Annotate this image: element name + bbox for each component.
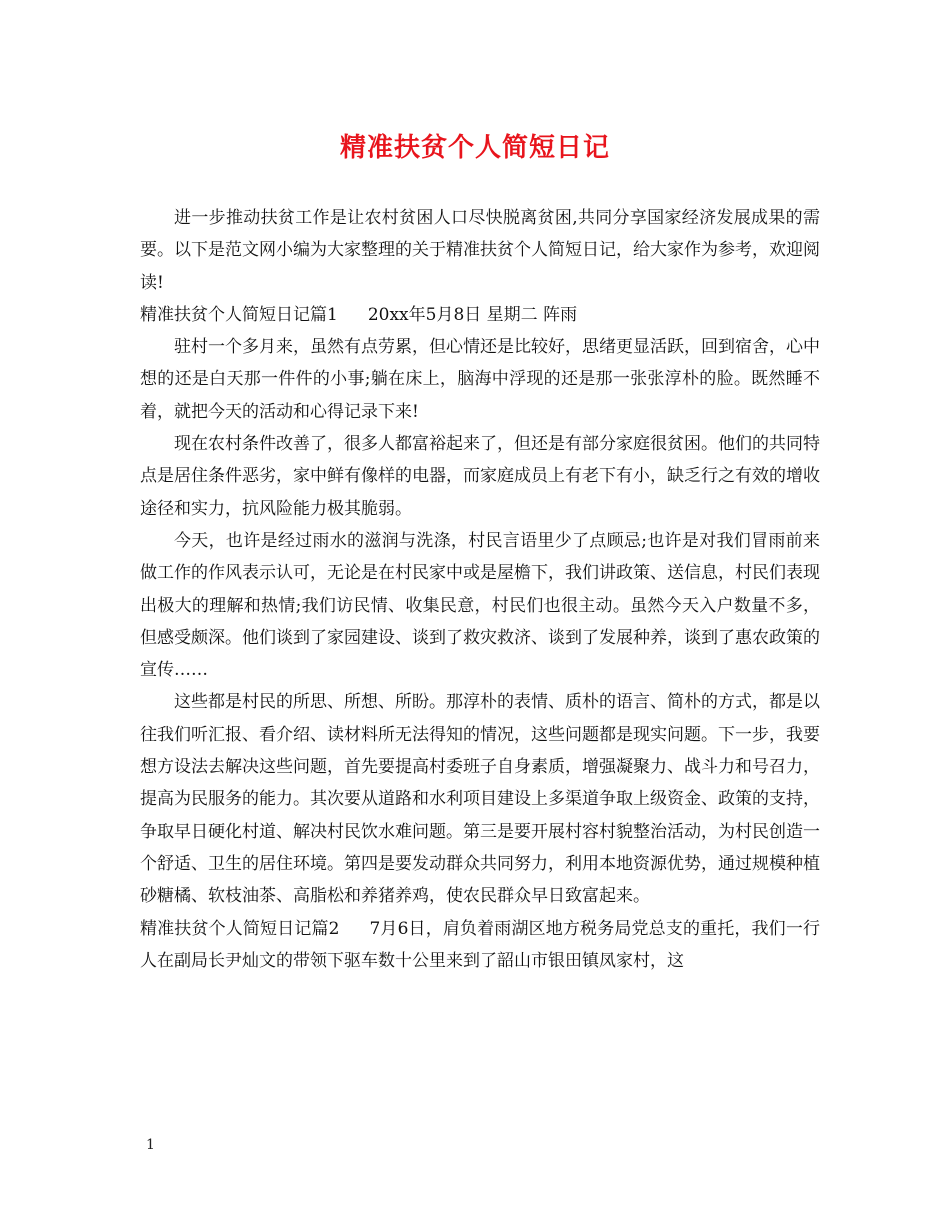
entry2-line <box>140 913 820 978</box>
entry2-text: 7月6日，肩负着雨湖区地方税务局党总支的重托，我们一行人在副局长尹灿文的带领下驱车数十公里来到了韶山市银田镇凤家村，这 <box>140 918 820 971</box>
entry1-paragraph: 现在农村条件改善了，很多人都富裕起来了，但还是有部分家庭很贫困。他们的共同特点是居住条件恶劣，家中鲜有像样的电器，而家庭成员上有老下有小，缺乏行之有效的增收途径和实力，抗风险能力极其脆弱。 <box>140 434 820 519</box>
entry1-heading-line <box>140 299 820 331</box>
document-body <box>140 202 820 977</box>
entry1-heading: 精准扶贫个人简短日记篇1 <box>140 304 338 325</box>
document-title: 精准扶贫个人简短日记 <box>339 133 610 163</box>
entry1-date: 20xx年5月8日 星期二 阵雨 <box>367 304 578 325</box>
entry1-paragraph: 这些都是村民的所思、所想、所盼。那淳朴的表情、质朴的语言、简朴的方式，都是以往我们听汇报、看介绍、读材料所无法得知的情况，这些问题都是现实问题。下一步，我要想方设法去解决这些问题，首先要提高村委班子自身素质，增强凝聚力、战斗力和号召力，提高为民服务的能力。其次要从道路和水利项目建设上多渠道争取上级资金、政策的支持，争取早日硬化村道、解决村民饮水难问题。第三是要开展村容村貌整治活动，为村民创造一个舒适、卫生的居住环境。第四是要发动群众共同努力，利用本地资源优势，通过规模种植砂糖橘、软枝油茶、高脂松和养猪养鸡，使农民群众早日致富起来。 <box>140 692 820 907</box>
entry1-paragraph: 驻村一个多月来，虽然有点劳累，但心情还是比较好，思绪更显活跃，回到宿舍，心中想的还是白天那一件件的小事;躺在床上，脑海中浮现的还是那一张张淳朴的脸。既然睡不着，就把今天的活动和心得记录下来! <box>140 337 820 422</box>
page-number: 1 <box>146 1137 155 1153</box>
entry1-paragraph: 今天，也许是经过雨水的滋润与洗涤，村民言语里少了点顾忌;也许是对我们冒雨前来做工作的作风表示认可，无论是在村民家中或是屋檐下，我们讲政策、送信息，村民们表现出极大的理解和热情;我们访民情、收集民意，村民们也很主动。虽然今天入户数量不多，但感受颇深。他们谈到了家园建设、谈到了救灾救济、谈到了发展种养，谈到了惠农政策的宣传…… <box>140 530 820 681</box>
intro-paragraph: 进一步推动扶贫工作是让农村贫困人口尽快脱离贫困,共同分享国家经济发展成果的需要。以下是范文网小编为大家整理的关于精准扶贫个人简短日记，给大家作为参考，欢迎阅读! <box>140 208 820 293</box>
entry2-heading: 精准扶贫个人简短日记篇2 <box>140 918 340 939</box>
